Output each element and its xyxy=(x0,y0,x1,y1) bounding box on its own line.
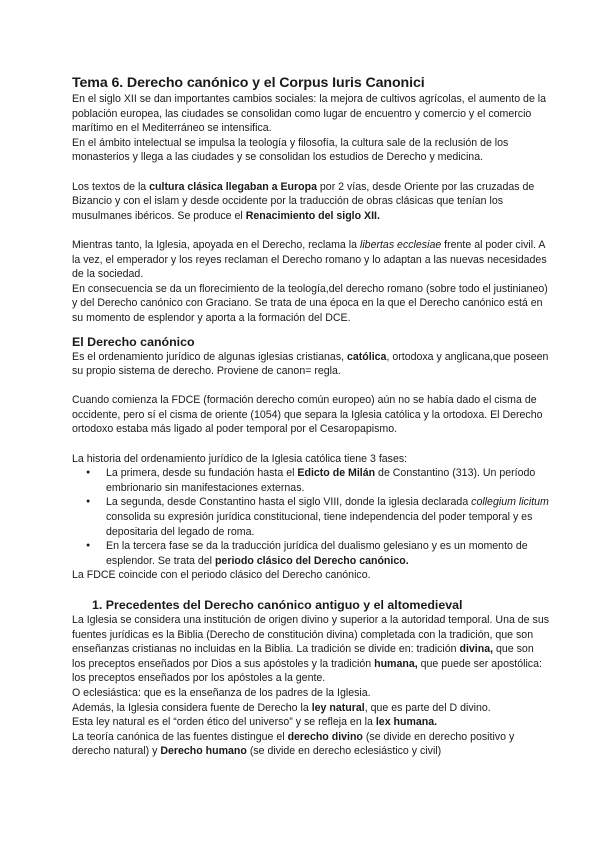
paragraph-fdce-cisma: Cuando comienza la FDCE (formación derecho común europeo) aún no se había dado el cisma de occidente, pero sí el cisma de oriente (1054) que separa la Iglesia católica y la ortodoxa. El Derecho ortodoxo estaba más ligado al poder temporal por el Cesaropapismo. xyxy=(72,394,543,436)
section-heading-precedentes: 1. Precedentes del Derecho canónico antiguo y el altomedieval xyxy=(92,598,463,612)
paragraph-teoria-canonica: La teoría canónica de las fuentes distingue el derecho divino (se divide en derecho positivo y derecho natural) y Derecho humano (se divide en derecho eclesiástico y civil) xyxy=(72,730,515,758)
paragraph-orden-etico: Esta ley natural es el “orden ético del universo” y se refleja en la lex humana. xyxy=(72,716,438,729)
paragraph-siglo-xii: En el siglo XII se dan importantes cambios sociales: la mejora de cultivos agrícolas, el aumento de la población europea, las ciudades se consolidan como lugar de encuentro y comercio y el comercio marítimo en el Mediterráneo se intensifica. xyxy=(72,93,547,135)
paragraph-eclesiastica: O eclesiástica: que es la enseñanza de los padres de la Iglesia. xyxy=(72,686,371,699)
paragraph-cultura-clasica: Los textos de la cultura clásica llegaban a Europa por 2 vías, desde Oriente por las cruzadas de Bizancio y con el islam y desde occidente por la traducción de obras clásicas que tenían los musulmanes ibéricos. Se produce el Renacimiento del siglo XII. xyxy=(72,180,535,222)
list-item: ● La segunda, desde Constantino hasta el siglo VIII, donde la iglesia declarada collegium licitum consolida su expresión jurídica constitucional, tiene independencia del poder temporal y es depositaria del legado de roma. xyxy=(106,495,550,539)
paragraph-florecimiento: En consecuencia se da un florecimiento de la teología,del derecho romano (sobre todo el justinianeo) y del Derecho canónico con Graciano. Se trata de una época en la que el Derecho canónico está en su momento de esplendor y aporta a la formación del DCE. xyxy=(72,282,548,324)
paragraph-libertas-ecclesiae: Mientras tanto, la Iglesia, apoyada en el Derecho, reclama la libertas ecclesiae frente al poder civil. A la vez, el emperador y los reyes reclaman el Derecho romano y lo adaptan a las nuevas necesidades de la sociedad. xyxy=(72,238,547,281)
paragraph-tres-fases: La historia del ordenamiento jurídico de la Iglesia católica tiene 3 fases: xyxy=(72,452,408,465)
phases-list xyxy=(72,466,550,568)
paragraph-ordenamiento: Es el ordenamiento jurídico de algunas iglesias cristianas, católica, ortodoxa y anglicana,que poseen su propio sistema de derecho. Proviene de canon= regla. xyxy=(72,350,549,378)
list-item: ● En la tercera fase se da la traducción jurídica del dualismo gelesiano y es un momento de esplendor. Se trata del periodo clásico del Derecho canónico. xyxy=(106,539,550,568)
paragraph-fdce-coincide: La FDCE coincide con el periodo clásico del Derecho canónico. xyxy=(72,569,371,582)
section-heading-derecho-canonico: El Derecho canónico xyxy=(72,334,195,349)
paragraph-ley-natural: Además, la Iglesia considera fuente de Derecho la ley natural, que es parte del D divino. xyxy=(72,701,491,714)
list-item: ● La primera, desde su fundación hasta el Edicto de Milán de Constantino (313). Un período embrionario sin manifestaciones externas. xyxy=(106,466,550,495)
document-title: Tema 6. Derecho canónico y el Corpus Iuris Canonici xyxy=(72,75,425,91)
paragraph-ambito-intelectual: En el ámbito intelectual se impulsa la teología y filosofía, la cultura sale de la reclusión de los monasterios y llega a las ciudades y se consolidan los estudios de Derecho y medicina. xyxy=(72,136,509,164)
paragraph-origen-divino: La Iglesia se considera una institución de origen divino y superior a la autoridad temporal. Una de sus fuentes jurídicas es la Biblia (Derecho de constitución divina) completada con la tradición, que son enseñanzas cristianas no incluidas en la Biblia. La tradición se divide en: tradición divina, que son los preceptos enseñados por Dios a sus apóstoles y la tradición humana, que puede ser apostólica: los preceptos enseñados por los apóstoles a la gente. xyxy=(72,614,550,685)
